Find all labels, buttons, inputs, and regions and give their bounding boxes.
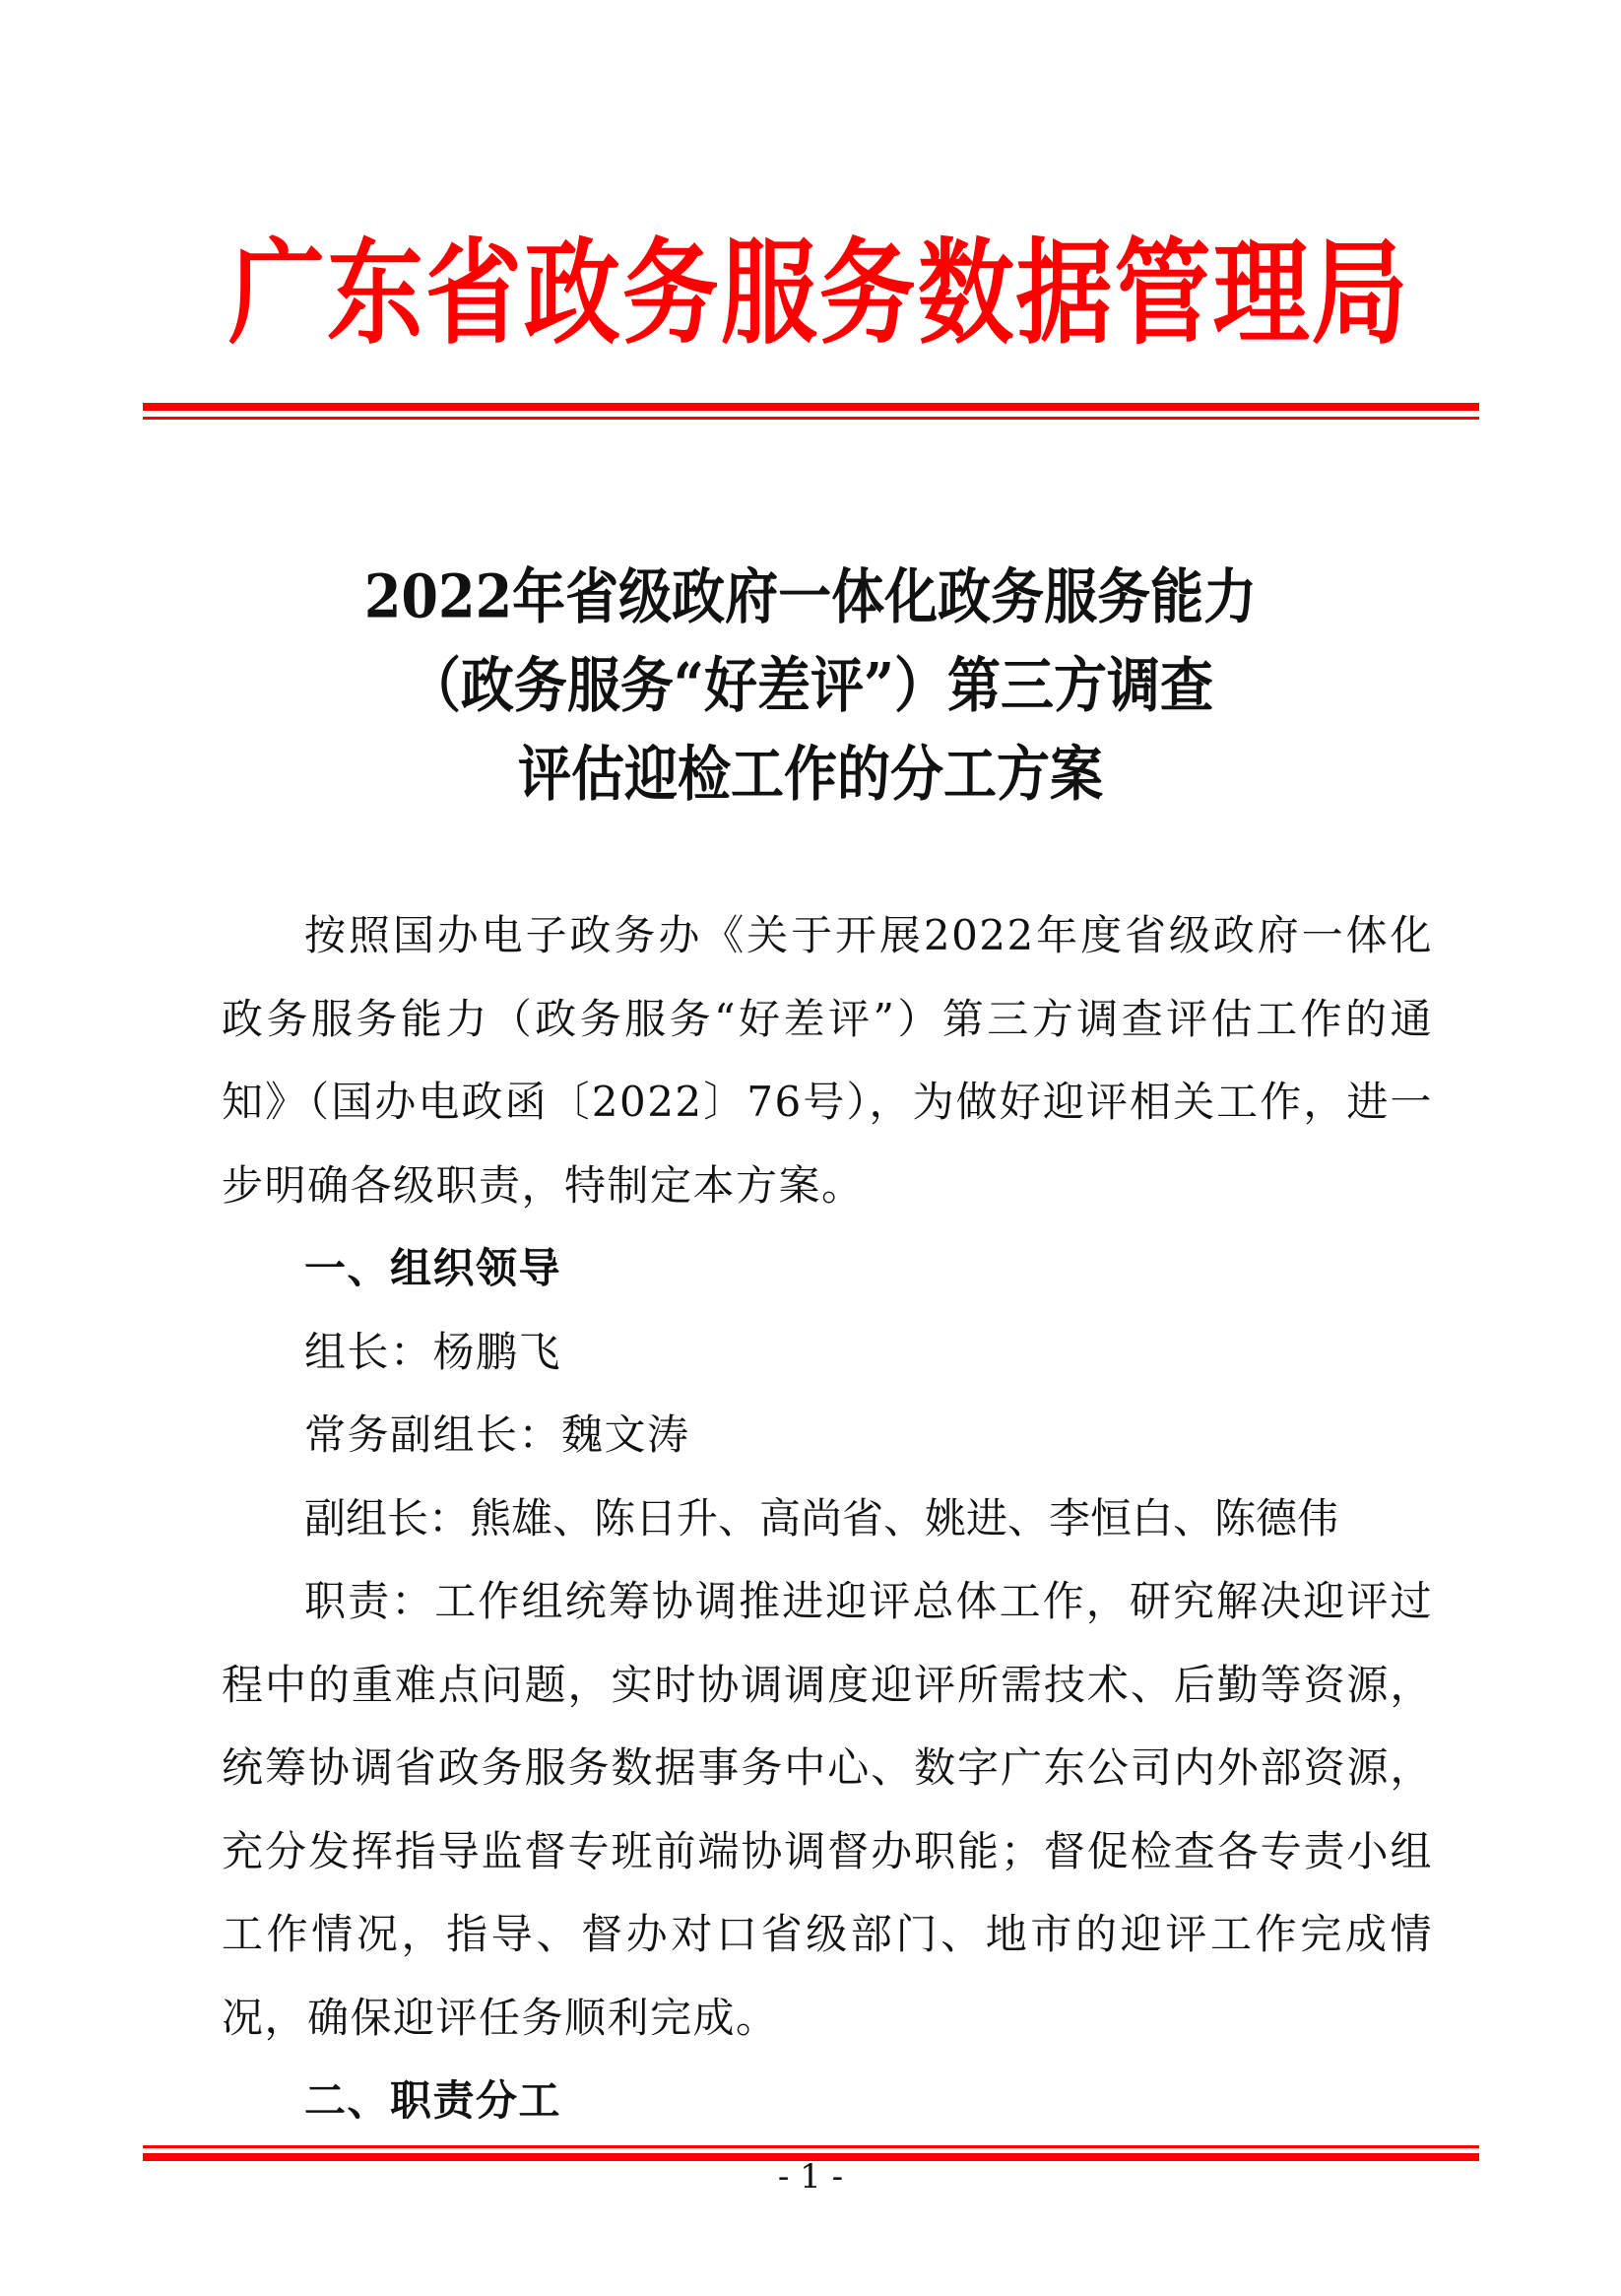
document-title [0, 552, 1621, 818]
header-rule-thin [143, 417, 1479, 420]
intro-paragraph: 按照国办电子政务办《关于开展2022年度省级政府一体化政务服务能力（政务服务“好差评”）第三方调查评估工作的通知》（国办电政函〔2022〕76号），为做好迎评相关工作，进一步明确各级职责，特制定本方案。 [222, 911, 1433, 1210]
duties-paragraph: 职责：工作组统筹协调推进迎评总体工作，研究解决迎评过程中的重难点问题，实时协调调度迎评所需技术、后勤等资源，统筹协调省政务服务数据事务中心、数字广东公司内外部资源，充分发挥指导监督专班前端协调督办职能；督促检查各专责小组工作情况，指导、督办对口省级部门、地市的迎评工作完成情况，确保迎评任务顺利完成。 [222, 1577, 1433, 2042]
group-leader: 组长：杨鹏飞 [304, 1327, 562, 1376]
letterhead-agency-name: 广东省政务服务数据管理局 [228, 226, 1410, 361]
title-line-1: 2022年省级政府一体化政务服务能力 [363, 560, 1258, 631]
title-line-3: 评估迎检工作的分工方案 [518, 738, 1103, 809]
executive-deputy-leader: 常务副组长：魏文涛 [304, 1410, 690, 1459]
title-line-2: （政务服务“好差评”）第三方调查 [407, 649, 1214, 720]
deputy-leaders: 副组长：熊雄、陈日升、高尚省、姚进、李恒白、陈德伟 [304, 1493, 1339, 1542]
section-heading-responsibilities: 二、职责分工 [304, 2076, 562, 2125]
section-heading-organization: 一、组织领导 [304, 1244, 562, 1292]
header-rule-thick [143, 403, 1479, 411]
footer-rule-thin [143, 2145, 1479, 2148]
document-body [222, 894, 1433, 2143]
page-number: - 1 - [777, 2157, 844, 2197]
